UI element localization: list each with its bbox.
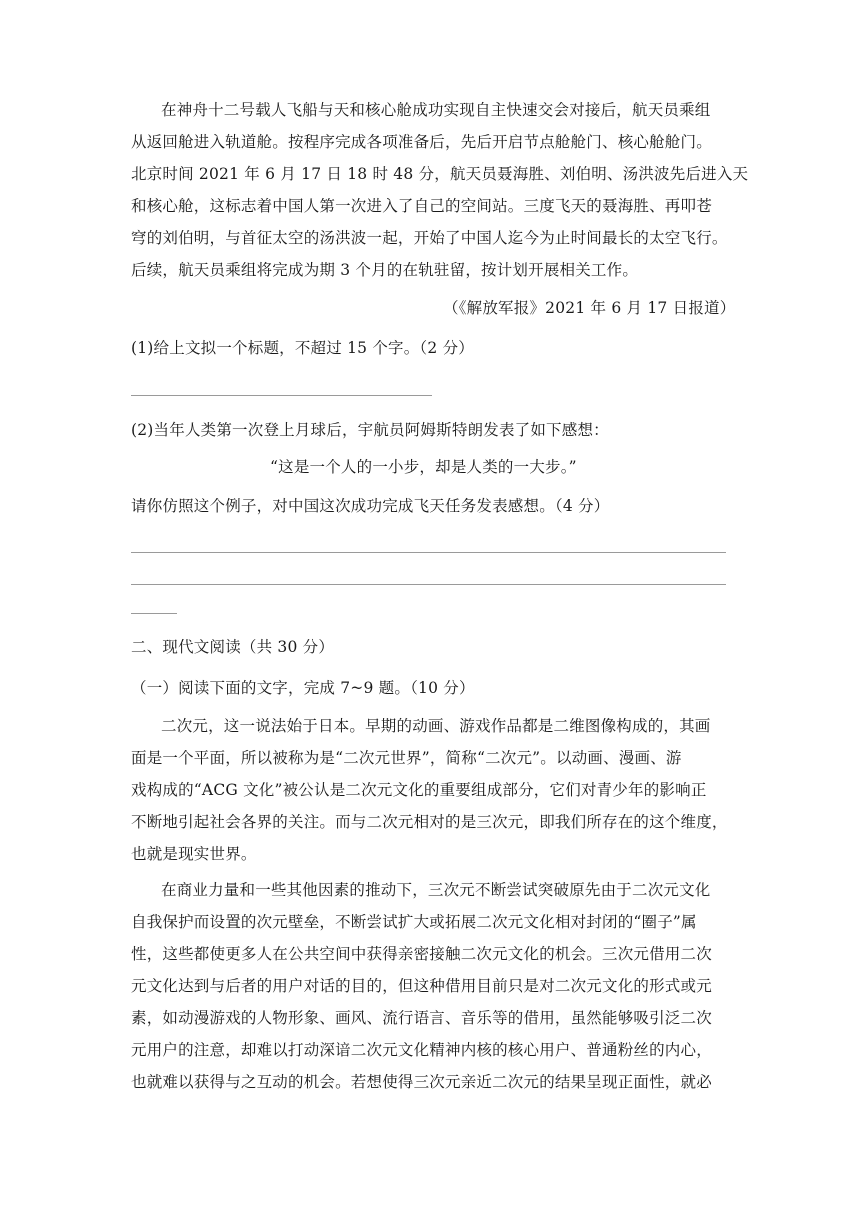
passage1-line-1: 在神舟十二号载人飞船与天和核心舱成功实现自主快速交会对接后，航天员乘组	[161, 101, 711, 119]
passage2-para1-line-1: 二次元，这一说法始于日本。早期的动画、游戏作品都是二维图像构成的，其画	[161, 717, 711, 735]
question1-text: (1)给上文拟一个标题，不超过 15 个字。（2 分）	[131, 339, 474, 357]
passage2-para1-line-2: 面是一个平面，所以被称为是“二次元世界”，简称“二次元”。以动画、漫画、游	[131, 749, 682, 767]
passage1-line-6: 后续，航天员乘组将完成为期 3 个月的在轨驻留，按计划开展相关工作。	[131, 261, 639, 279]
passage2-para2-line-5: 素，如动漫游戏的人物形象、画风、流行语言、音乐等的借用，虽然能够吸引泛二次	[131, 1009, 712, 1027]
passage2-para2-line-1: 在商业力量和一些其他因素的推动下，三次元不断尝试突破原先由于二次元文化	[161, 881, 711, 899]
section2-subheading: （一）阅读下面的文字，完成 7~9 题。（10 分）	[131, 679, 475, 697]
question2-quote: “这是一个人的一小步，却是人类的一大步。”	[270, 458, 577, 476]
passage2-para2-line-7: 也就难以获得与之互动的机会。若想使得三次元亲近二次元的结果呈现正面性，就必	[131, 1073, 712, 1091]
passage1-line-5: 穹的刘伯明，与首征太空的汤洪波一起，开始了中国人迄今为止时间最长的太空飞行。	[131, 229, 728, 247]
passage2-para2-line-4: 元文化达到与后者的用户对话的目的，但这种借用目前只是对二次元文化的形式或元	[131, 977, 712, 995]
passage2-para2-line-6: 元用户的注意，却难以打动深谙二次元文化精神内核的核心用户、普通粉丝的内心，	[131, 1041, 712, 1059]
passage1-source: （《解放军报》2021 年 6 月 17 日报道）	[443, 299, 736, 317]
section2-heading: 二、现代文阅读（共 30 分）	[131, 638, 335, 656]
answer-line-q1	[131, 395, 432, 396]
passage1-line-3: 北京时间 2021 年 6 月 17 日 18 时 48 分，航天员聂海胜、刘伯明、汤洪波先后进入天	[131, 165, 749, 183]
passage2-para2-line-2: 自我保护而设置的次元壁垒，不断尝试扩大或拓展二次元文化相对封闭的“圈子”属	[131, 913, 697, 931]
passage2-para1-line-4: 不断地引起社会各界的关注。而与二次元相对的是三次元，即我们所存在的这个维度，	[131, 813, 728, 831]
passage1-line-4: 和核心舱，这标志着中国人第一次进入了自己的空间站。三度飞天的聂海胜、再叩苍	[131, 197, 712, 215]
question2-intro: (2)当年人类第一次登上月球后，宇航员阿姆斯特朗发表了如下感想：	[131, 421, 609, 439]
passage2-para1-line-3: 戏构成的“ACG 文化”被公认是二次元文化的重要组成部分，它们对青少年的影响正	[131, 781, 707, 799]
answer-line-q2-2	[131, 584, 726, 585]
passage2-para2-line-3: 性，这些都使更多人在公共空间中获得亲密接触二次元文化的机会。三次元借用二次	[131, 945, 712, 963]
answer-line-q2-3	[131, 613, 177, 614]
passage1-line-2: 从返回舱进入轨道舱。按程序完成各项准备后，先后开启节点舱舱门、核心舱舱门。	[131, 133, 712, 151]
passage2-para1-line-5: 也就是现实世界。	[131, 845, 257, 863]
answer-line-q2-1	[131, 552, 726, 553]
question2-task: 请你仿照这个例子，对中国这次成功完成飞天任务发表感想。（4 分）	[131, 497, 610, 515]
